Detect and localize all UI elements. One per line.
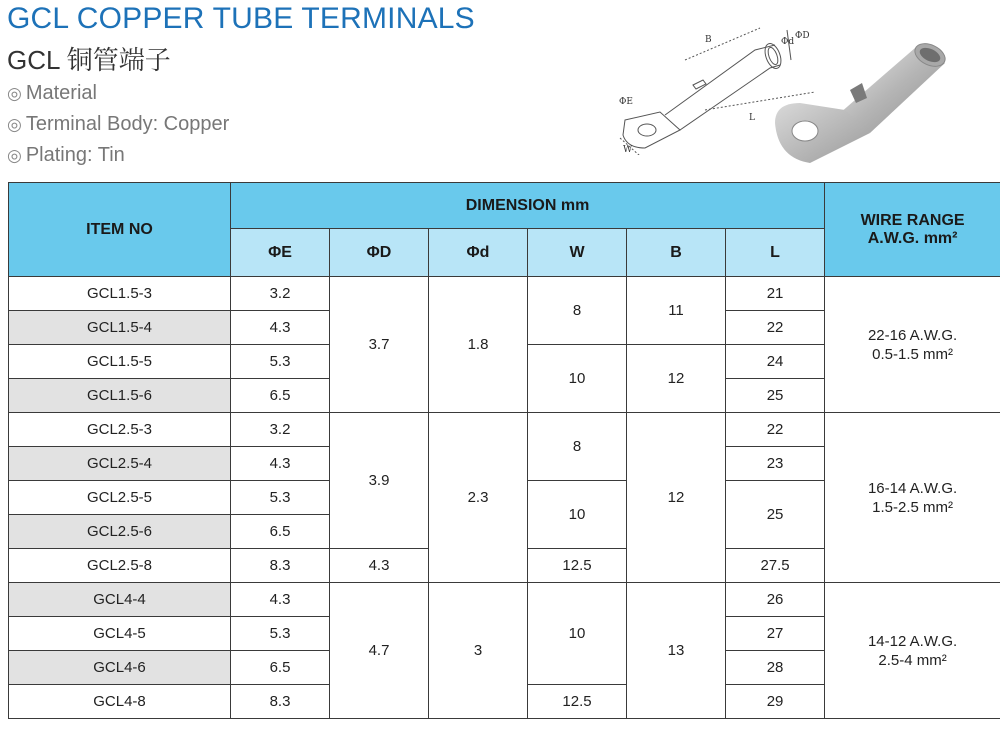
item-no-cell: GCL1.5-3 xyxy=(9,277,231,311)
phi-d-outer-cell: 4.7 xyxy=(330,583,429,719)
table-row xyxy=(9,583,1000,617)
w-cell: 10 xyxy=(528,345,627,413)
phi-e-cell: 8.3 xyxy=(231,685,330,719)
phi-e-cell: 6.5 xyxy=(231,379,330,413)
dim-label-l: L xyxy=(749,113,755,123)
property-label: Material xyxy=(25,82,97,104)
w-cell: 12.5 xyxy=(528,549,627,583)
item-no-cell: GCL4-5 xyxy=(9,617,231,651)
terminal-product-photo xyxy=(770,28,970,163)
l-cell: 28 xyxy=(726,651,825,685)
phi-e-cell: 6.5 xyxy=(231,515,330,549)
l-cell: 25 xyxy=(726,379,825,413)
item-no-cell: GCL2.5-5 xyxy=(9,481,231,515)
l-cell: 22 xyxy=(726,413,825,447)
property-label: Terminal Body: Copper xyxy=(25,113,230,135)
phi-d-inner-cell: 1.8 xyxy=(429,277,528,413)
phi-e-cell: 8.3 xyxy=(231,549,330,583)
wire-range-cell xyxy=(825,277,1000,413)
wire-range-mm2: 2.5-4 mm² xyxy=(878,651,947,669)
w-cell: 8 xyxy=(528,413,627,481)
phi-e-cell: 4.3 xyxy=(231,583,330,617)
wire-range-cell xyxy=(825,583,1000,719)
header-phi-e: ΦE xyxy=(231,229,330,277)
phi-d-outer-cell: 3.7 xyxy=(330,277,429,413)
page-title: GCL COPPER TUBE TERMINALS xyxy=(7,2,475,35)
circle-marker-icon: ◎ xyxy=(7,84,22,103)
wire-range-mm2: 0.5-1.5 mm² xyxy=(872,345,953,363)
page-subtitle: GCL 铜管端子 xyxy=(7,45,171,75)
l-cell: 29 xyxy=(726,685,825,719)
phi-d-inner-cell: 3 xyxy=(429,583,528,719)
wire-range-awg: 16-14 A.W.G. xyxy=(867,479,958,497)
table-row xyxy=(9,413,1000,447)
item-no-cell: GCL2.5-8 xyxy=(9,549,231,583)
b-cell: 12 xyxy=(627,413,726,583)
w-cell: 10 xyxy=(528,481,627,549)
l-cell: 27 xyxy=(726,617,825,651)
item-no-cell: GCL4-4 xyxy=(9,583,231,617)
w-cell: 12.5 xyxy=(528,685,627,719)
b-cell: 13 xyxy=(627,583,726,719)
property-terminal-body xyxy=(7,111,229,142)
header-wire-range xyxy=(825,183,1000,277)
item-no-cell: GCL4-8 xyxy=(9,685,231,719)
header-wire-range-line2: A.W.G. mm² xyxy=(867,229,958,247)
header-l: L xyxy=(726,229,825,277)
header-item-no: ITEM NO xyxy=(9,183,231,277)
phi-e-cell: 3.2 xyxy=(231,413,330,447)
phi-d-outer-cell: 4.3 xyxy=(330,549,429,583)
phi-e-cell: 5.3 xyxy=(231,345,330,379)
b-cell: 12 xyxy=(627,345,726,413)
l-cell: 27.5 xyxy=(726,549,825,583)
dim-label-phi-d-large: ΦD xyxy=(795,31,810,41)
phi-e-cell: 5.3 xyxy=(231,481,330,515)
l-cell: 25 xyxy=(726,481,825,549)
item-no-cell: GCL1.5-6 xyxy=(9,379,231,413)
item-no-cell: GCL1.5-5 xyxy=(9,345,231,379)
w-cell: 10 xyxy=(528,583,627,685)
phi-e-cell: 4.3 xyxy=(231,447,330,481)
dim-label-phi-d-small: Φd xyxy=(781,37,795,47)
item-no-cell: GCL2.5-4 xyxy=(9,447,231,481)
item-no-cell: GCL2.5-6 xyxy=(9,515,231,549)
b-cell: 11 xyxy=(627,277,726,345)
l-cell: 21 xyxy=(726,277,825,311)
item-no-cell: GCL1.5-4 xyxy=(9,311,231,345)
phi-e-cell: 4.3 xyxy=(231,311,330,345)
l-cell: 24 xyxy=(726,345,825,379)
item-no-cell: GCL4-6 xyxy=(9,651,231,685)
table-row xyxy=(9,277,1000,311)
l-cell: 26 xyxy=(726,583,825,617)
property-plating xyxy=(7,142,229,173)
phi-e-cell: 6.5 xyxy=(231,651,330,685)
l-cell: 22 xyxy=(726,311,825,345)
circle-marker-icon: ◎ xyxy=(7,146,22,165)
header-wire-range-line1: WIRE RANGE xyxy=(860,211,965,229)
wire-range-mm2: 1.5-2.5 mm² xyxy=(872,498,953,516)
wire-range-awg: 22-16 A.W.G. xyxy=(867,326,958,344)
circle-marker-icon: ◎ xyxy=(7,115,22,134)
item-no-cell: GCL2.5-3 xyxy=(9,413,231,447)
header-b: B xyxy=(627,229,726,277)
property-label: Plating: Tin xyxy=(25,144,125,166)
dim-label-phi-e: ΦE xyxy=(619,97,633,107)
phi-d-inner-cell: 2.3 xyxy=(429,413,528,583)
phi-e-cell: 5.3 xyxy=(231,617,330,651)
header-w: W xyxy=(528,229,627,277)
specification-table xyxy=(8,182,1000,719)
wire-range-cell xyxy=(825,413,1000,583)
wire-range-awg: 14-12 A.W.G. xyxy=(867,632,958,650)
phi-e-cell: 3.2 xyxy=(231,277,330,311)
l-cell: 23 xyxy=(726,447,825,481)
phi-d-outer-cell: 3.9 xyxy=(330,413,429,549)
header-phi-d-inner: Φd xyxy=(429,229,528,277)
property-material xyxy=(7,80,229,111)
dim-label-b: B xyxy=(705,35,712,45)
dim-label-w: W xyxy=(623,145,633,155)
header-dimension: DIMENSION mm xyxy=(231,183,825,229)
material-properties xyxy=(7,80,229,173)
w-cell: 8 xyxy=(528,277,627,345)
header-phi-d-outer: ΦD xyxy=(330,229,429,277)
